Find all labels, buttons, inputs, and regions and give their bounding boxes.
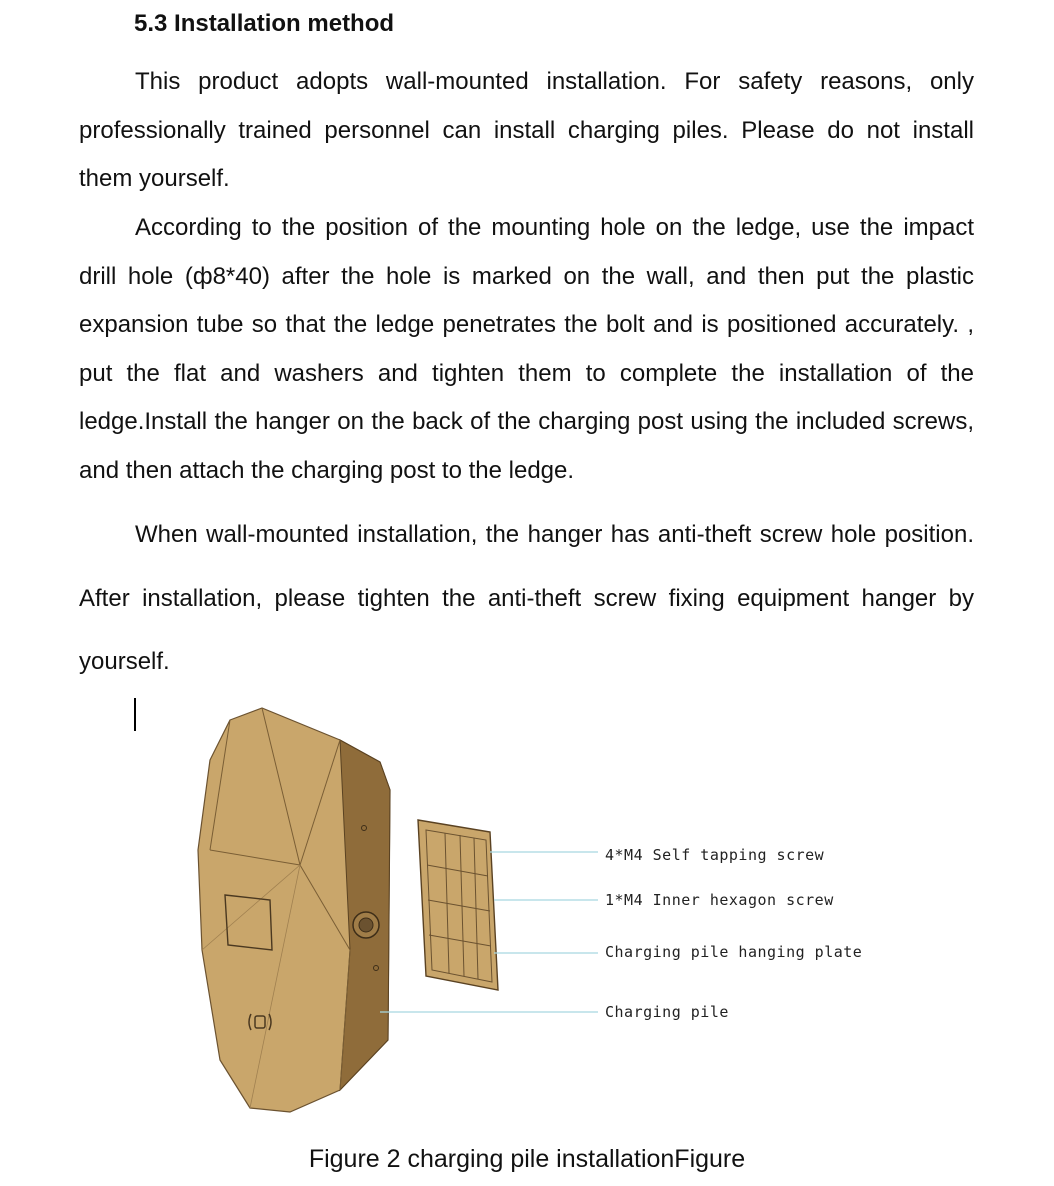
label-charging-pile: Charging pile — [605, 1003, 729, 1021]
label-hanging-plate: Charging pile hanging plate — [605, 943, 863, 961]
label-hexagon-screw: 1*M4 Inner hexagon screw — [605, 891, 834, 909]
charging-pile-illustration — [190, 700, 870, 1120]
text-cursor — [134, 698, 136, 731]
paragraph-installation-intro: This product adopts wall-mounted installation. For safety reasons, only professionally trained personnel can install charging piles. Please do not install them yourself. — [79, 68, 974, 193]
section-heading: 5.3 Installation method — [134, 10, 395, 37]
hanging-plate-drawing — [418, 820, 498, 990]
paragraph-mounting-steps: According to the position of the mounting hole on the ledge, use the impact drill hole (ф8*40) after the hole is marked on the wall, and then put the plastic expansion tube so that the ledge penetrates the bolt and is positioned accurately. , put the flat and washers and tighten them to complete the installation of the ledge.Install the hanger on the back of the charging post using the included screws, and then attach the charging post to the ledge. — [79, 214, 974, 484]
installation-figure — [190, 700, 870, 1120]
charging-pile-drawing — [198, 708, 390, 1112]
label-self-tapping-screw: 4*M4 Self tapping screw — [605, 846, 825, 864]
paragraph-anti-theft: When wall-mounted installation, the hanger has anti-theft screw hole position. After installation, please tighten the anti-theft screw fixing equipment hanger by yourself. — [79, 521, 974, 675]
figure-caption: Figure 2 charging pile installationFigure — [308, 1145, 746, 1173]
